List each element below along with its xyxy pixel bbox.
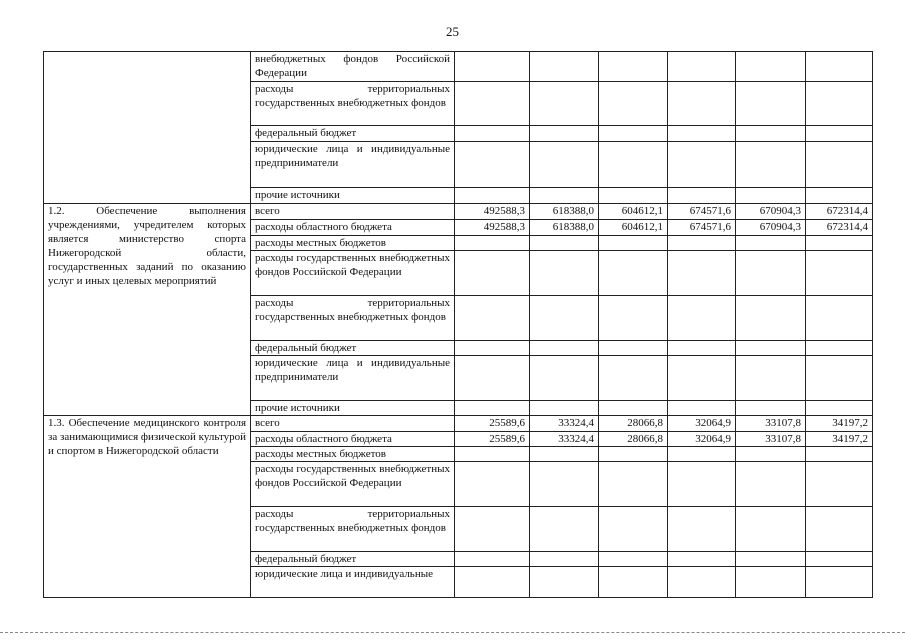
funding-source-cell: расходы государственных внебюджетных фондов Российской Федерации bbox=[251, 251, 455, 296]
value-cell: 492588,3 bbox=[455, 220, 530, 236]
value-cell: 34197,2 bbox=[806, 432, 873, 447]
funding-source-cell: расходы областного бюджета bbox=[251, 432, 455, 447]
value-cell bbox=[455, 188, 530, 204]
value-cell bbox=[530, 401, 599, 416]
value-cell: 618388,0 bbox=[530, 220, 599, 236]
value-cell bbox=[736, 188, 806, 204]
table-row bbox=[44, 204, 873, 220]
funding-source-cell: юридические лица и индивидуальные предприниматели bbox=[251, 356, 455, 401]
value-cell bbox=[736, 82, 806, 126]
value-cell bbox=[736, 251, 806, 296]
table-row bbox=[44, 416, 873, 432]
value-cell bbox=[530, 296, 599, 341]
value-cell bbox=[736, 296, 806, 341]
value-cell bbox=[599, 296, 668, 341]
value-cell bbox=[455, 447, 530, 462]
value-cell bbox=[806, 236, 873, 251]
value-cell bbox=[736, 341, 806, 356]
value-cell bbox=[668, 52, 736, 82]
value-cell bbox=[530, 82, 599, 126]
value-cell bbox=[599, 447, 668, 462]
funding-source-cell: юридические лица и индивидуальные bbox=[251, 567, 455, 598]
value-cell bbox=[668, 142, 736, 188]
value-cell bbox=[530, 567, 599, 598]
value-cell bbox=[736, 507, 806, 552]
value-cell bbox=[668, 82, 736, 126]
value-cell: 32064,9 bbox=[668, 416, 736, 432]
item-title-cell bbox=[44, 52, 251, 204]
value-cell bbox=[455, 296, 530, 341]
value-cell bbox=[599, 507, 668, 552]
value-cell: 25589,6 bbox=[455, 432, 530, 447]
value-cell bbox=[806, 447, 873, 462]
value-cell bbox=[455, 82, 530, 126]
value-cell bbox=[668, 507, 736, 552]
value-cell bbox=[806, 507, 873, 552]
value-cell bbox=[806, 296, 873, 341]
value-cell bbox=[736, 126, 806, 142]
budget-table bbox=[43, 51, 873, 598]
value-cell bbox=[599, 356, 668, 401]
value-cell bbox=[806, 251, 873, 296]
value-cell bbox=[599, 142, 668, 188]
value-cell: 25589,6 bbox=[455, 416, 530, 432]
value-cell: 604612,1 bbox=[599, 204, 668, 220]
value-cell bbox=[736, 462, 806, 507]
value-cell bbox=[455, 52, 530, 82]
value-cell bbox=[455, 126, 530, 142]
funding-source-cell: федеральный бюджет bbox=[251, 126, 455, 142]
value-cell bbox=[455, 552, 530, 567]
value-cell bbox=[599, 567, 668, 598]
page-number: 25 bbox=[446, 24, 459, 39]
value-cell: 604612,1 bbox=[599, 220, 668, 236]
value-cell bbox=[806, 341, 873, 356]
value-cell bbox=[806, 401, 873, 416]
value-cell bbox=[668, 341, 736, 356]
value-cell: 33324,4 bbox=[530, 432, 599, 447]
value-cell bbox=[599, 552, 668, 567]
value-cell: 670904,3 bbox=[736, 204, 806, 220]
funding-source-cell: всего bbox=[251, 204, 455, 220]
value-cell bbox=[530, 142, 599, 188]
value-cell bbox=[668, 356, 736, 401]
value-cell bbox=[530, 251, 599, 296]
value-cell bbox=[736, 552, 806, 567]
value-cell bbox=[806, 462, 873, 507]
value-cell bbox=[455, 236, 530, 251]
value-cell bbox=[806, 52, 873, 82]
funding-source-cell: юридические лица и индивидуальные предприниматели bbox=[251, 142, 455, 188]
value-cell bbox=[736, 52, 806, 82]
value-cell: 492588,3 bbox=[455, 204, 530, 220]
value-cell bbox=[668, 447, 736, 462]
value-cell bbox=[599, 341, 668, 356]
funding-source-cell: внебюджетных фондов Российской Федерации bbox=[251, 52, 455, 82]
value-cell bbox=[668, 188, 736, 204]
table-row bbox=[44, 52, 873, 82]
value-cell: 28066,8 bbox=[599, 432, 668, 447]
value-cell bbox=[806, 142, 873, 188]
funding-source-cell: расходы областного бюджета bbox=[251, 220, 455, 236]
value-cell bbox=[736, 567, 806, 598]
value-cell bbox=[736, 447, 806, 462]
value-cell bbox=[530, 552, 599, 567]
value-cell bbox=[806, 567, 873, 598]
value-cell bbox=[530, 341, 599, 356]
value-cell bbox=[455, 462, 530, 507]
funding-source-cell: расходы местных бюджетов bbox=[251, 447, 455, 462]
value-cell bbox=[530, 188, 599, 204]
value-cell bbox=[599, 52, 668, 82]
funding-source-cell: прочие источники bbox=[251, 401, 455, 416]
funding-source-cell: расходы территориальных государственных внебюджетных фондов bbox=[251, 507, 455, 552]
value-cell bbox=[599, 82, 668, 126]
value-cell: 672314,4 bbox=[806, 220, 873, 236]
value-cell bbox=[599, 188, 668, 204]
value-cell: 33107,8 bbox=[736, 416, 806, 432]
funding-source-cell: расходы государственных внебюджетных фондов Российской Федерации bbox=[251, 462, 455, 507]
funding-source-cell: федеральный бюджет bbox=[251, 552, 455, 567]
value-cell bbox=[668, 462, 736, 507]
value-cell bbox=[736, 142, 806, 188]
value-cell bbox=[668, 552, 736, 567]
value-cell bbox=[806, 126, 873, 142]
value-cell: 674571,6 bbox=[668, 220, 736, 236]
value-cell bbox=[668, 296, 736, 341]
funding-source-cell: расходы территориальных государственных внебюджетных фондов bbox=[251, 82, 455, 126]
value-cell: 34197,2 bbox=[806, 416, 873, 432]
value-cell bbox=[455, 507, 530, 552]
value-cell bbox=[599, 251, 668, 296]
value-cell bbox=[530, 356, 599, 401]
value-cell: 618388,0 bbox=[530, 204, 599, 220]
value-cell bbox=[668, 401, 736, 416]
page-bottom-divider bbox=[0, 632, 905, 633]
value-cell bbox=[668, 126, 736, 142]
value-cell bbox=[530, 52, 599, 82]
value-cell bbox=[455, 142, 530, 188]
value-cell bbox=[599, 401, 668, 416]
funding-source-cell: расходы территориальных государственных внебюджетных фондов bbox=[251, 296, 455, 341]
value-cell bbox=[736, 401, 806, 416]
value-cell bbox=[736, 356, 806, 401]
value-cell bbox=[668, 236, 736, 251]
value-cell: 28066,8 bbox=[599, 416, 668, 432]
value-cell bbox=[599, 236, 668, 251]
value-cell bbox=[668, 251, 736, 296]
table-body bbox=[44, 52, 873, 598]
item-title-cell: 1.2. Обеспечение выполнения учреждениями, учредителем которых является министерство спорта Нижегородской области, государственных заданий по оказанию услуг и иных целевых мероприятий bbox=[44, 204, 251, 416]
value-cell bbox=[530, 236, 599, 251]
value-cell bbox=[736, 236, 806, 251]
item-title-cell: 1.3. Обеспечение медицинского контроля за занимающимися физической культурой и спортом в Нижегородской области bbox=[44, 416, 251, 598]
value-cell bbox=[530, 462, 599, 507]
value-cell bbox=[455, 567, 530, 598]
value-cell: 674571,6 bbox=[668, 204, 736, 220]
value-cell bbox=[455, 341, 530, 356]
value-cell: 32064,9 bbox=[668, 432, 736, 447]
value-cell: 33324,4 bbox=[530, 416, 599, 432]
funding-source-cell: расходы местных бюджетов bbox=[251, 236, 455, 251]
value-cell: 670904,3 bbox=[736, 220, 806, 236]
value-cell bbox=[455, 356, 530, 401]
funding-source-cell: всего bbox=[251, 416, 455, 432]
funding-source-cell: федеральный бюджет bbox=[251, 341, 455, 356]
value-cell: 33107,8 bbox=[736, 432, 806, 447]
funding-source-cell: прочие источники bbox=[251, 188, 455, 204]
value-cell bbox=[806, 82, 873, 126]
value-cell bbox=[455, 251, 530, 296]
value-cell bbox=[806, 356, 873, 401]
value-cell: 672314,4 bbox=[806, 204, 873, 220]
value-cell bbox=[530, 126, 599, 142]
value-cell bbox=[668, 567, 736, 598]
value-cell bbox=[599, 126, 668, 142]
value-cell bbox=[806, 552, 873, 567]
value-cell bbox=[599, 462, 668, 507]
value-cell bbox=[530, 507, 599, 552]
value-cell bbox=[530, 447, 599, 462]
value-cell bbox=[806, 188, 873, 204]
value-cell bbox=[455, 401, 530, 416]
